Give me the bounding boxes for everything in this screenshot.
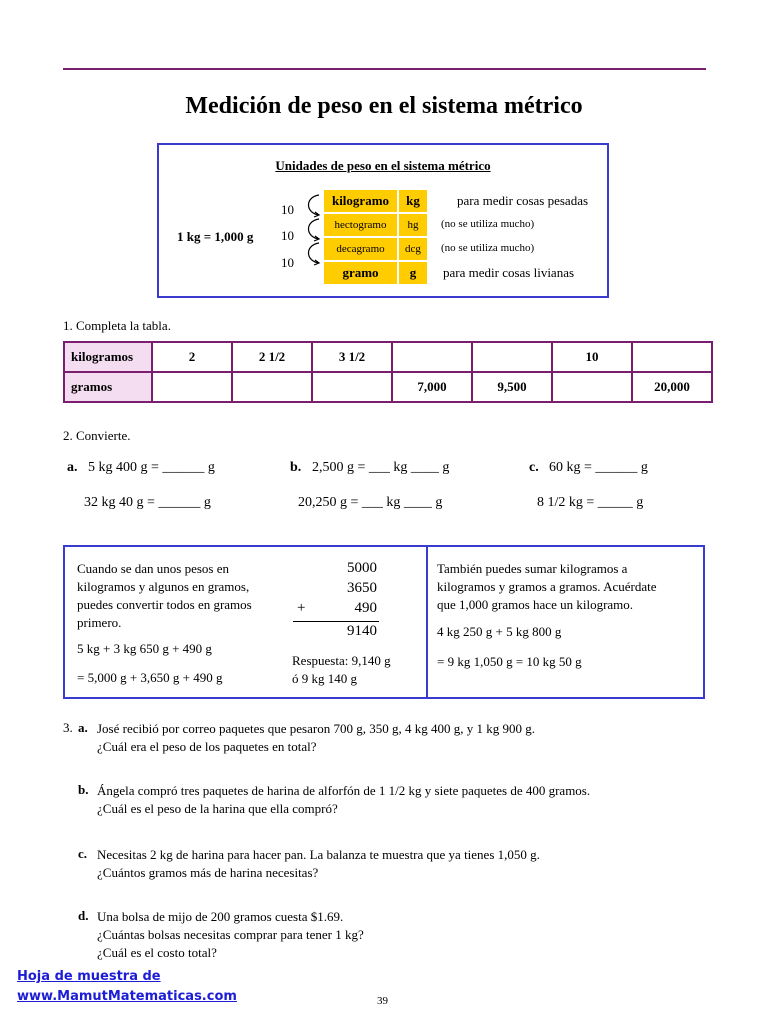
text-line: Necesitas 2 kg de harina para hacer pan. La balanza te muestra que ya tienes 1,050 g.	[97, 847, 540, 862]
q2-a2: 32 kg 40 g = ______ g	[84, 495, 211, 510]
example-divider	[426, 547, 428, 697]
text-line: Ángela compró tres paquetes de harina de alforfón de 1 1/2 kg y siete paquetes de 400 gramos.	[97, 783, 591, 798]
text-line: Cuando se dan unos pesos en	[77, 561, 230, 576]
table-cell[interactable]	[232, 372, 312, 402]
text-line: kilogramos y algunos en gramos,	[77, 579, 250, 594]
q2-b2: 20,250 g = ___ kg ____ g	[298, 495, 443, 510]
table-cell[interactable]	[472, 342, 552, 372]
unit-name-hectogramo: hectogramo	[324, 214, 397, 236]
q3-a-text	[97, 720, 535, 756]
footer-link-line2[interactable]: www.MamutMatematicas.com	[17, 989, 237, 1004]
unit-note: (no se utiliza mucho)	[441, 218, 535, 230]
text-line: primero.	[77, 615, 122, 630]
q2-a1: 5 kg 400 g = ______ g	[88, 460, 215, 475]
table-cell[interactable]: 9,500	[472, 372, 552, 402]
table-row	[64, 342, 712, 372]
example-left-text	[77, 560, 252, 632]
unit-abbr-hg: hg	[399, 214, 427, 236]
q3-c-label: c.	[78, 846, 88, 861]
sum-line: 3650	[347, 580, 377, 596]
table-cell[interactable]: 2 1/2	[232, 342, 312, 372]
unit-note: para medir cosas livianas	[443, 265, 575, 280]
conversion-table	[63, 341, 713, 403]
page-number: 39	[377, 995, 388, 1007]
text-line: que 1,000 gramos hace un kilogramo.	[437, 597, 634, 612]
sum-rule	[293, 621, 379, 622]
answer-line2: ó 9 kg 140 g	[292, 671, 357, 686]
q2-c2: 8 1/2 kg = _____ g	[537, 495, 644, 510]
factor-label: 10	[281, 202, 294, 217]
page-title: Medición de peso en el sistema métrico	[185, 93, 583, 119]
example-box	[63, 545, 705, 699]
unit-note: (no se utiliza mucho)	[441, 242, 535, 254]
table-cell[interactable]	[152, 372, 232, 402]
units-heading: Unidades de peso en el sistema métrico	[275, 158, 491, 173]
example-right-text	[437, 560, 657, 614]
brace-arrows	[297, 191, 325, 275]
table-cell[interactable]: 3 1/2	[312, 342, 392, 372]
table-cell[interactable]	[632, 342, 712, 372]
unit-note: para medir cosas pesadas	[457, 193, 589, 208]
answer-line1: Respuesta: 9,140 g	[292, 653, 391, 668]
text-line: kilogramos y gramos a gramos. Acuérdate	[437, 579, 657, 594]
sum-plus: +	[297, 600, 306, 616]
example-right-eq2: = 9 kg 1,050 g = 10 kg 50 g	[437, 654, 582, 669]
table-cell[interactable]: 2	[152, 342, 232, 372]
q3-number: 3.	[63, 720, 73, 735]
example-left-eq2: = 5,000 g + 3,650 g + 490 g	[77, 670, 223, 685]
q3-d-text	[97, 908, 364, 962]
sum-total: 9140	[347, 623, 377, 639]
q3-d-label: d.	[78, 908, 89, 923]
unit-name-decagramo: decagramo	[324, 238, 397, 260]
text-line: puedes convertir todos en gramos	[77, 597, 252, 612]
unit-name-gramo: gramo	[324, 262, 397, 284]
table-cell[interactable]: 20,000	[632, 372, 712, 402]
text-line: ¿Cuál es el peso de la harina que ella compró?	[97, 801, 338, 816]
sum-line: 5000	[347, 560, 377, 576]
unit-abbr-kg: kg	[399, 190, 427, 212]
q2-b-label: b.	[290, 460, 302, 475]
q2-label: 2. Convierte.	[63, 428, 131, 443]
example-right-eq1: 4 kg 250 g + 5 kg 800 g	[437, 624, 562, 639]
unit-abbr-dcg: dcg	[399, 238, 427, 260]
q3-a-label: a.	[78, 720, 88, 735]
table-row	[64, 372, 712, 402]
table-cell[interactable]	[392, 342, 472, 372]
example-left-eq1: 5 kg + 3 kg 650 g + 490 g	[77, 641, 212, 656]
text-line: Una bolsa de mijo de 200 gramos cuesta $1.69.	[97, 909, 344, 924]
q3-b-label: b.	[78, 782, 89, 797]
text-line: También puedes sumar kilogramos a	[437, 561, 628, 576]
q2-a-label: a.	[67, 460, 78, 475]
unit-name-kilogramo: kilogramo	[324, 190, 397, 212]
factor-label: 10	[281, 255, 294, 270]
text-line: ¿Cuántos gramos más de harina necesitas?	[97, 865, 319, 880]
row-header-g: gramos	[64, 372, 152, 402]
table-cell[interactable]: 10	[552, 342, 632, 372]
q2-c1: 60 kg = ______ g	[549, 460, 648, 475]
text-line: ¿Cuál es el costo total?	[97, 945, 217, 960]
units-box	[157, 143, 609, 298]
top-rule	[63, 68, 706, 70]
units-equivalence: 1 kg = 1,000 g	[177, 229, 254, 244]
table-cell[interactable]	[552, 372, 632, 402]
footer-link-line1[interactable]: Hoja de muestra de	[17, 969, 161, 984]
text-line: José recibió por correo paquetes que pesaron 700 g, 350 g, 4 kg 400 g, y 1 kg 900 g.	[97, 721, 535, 736]
q3-b-text	[97, 782, 590, 818]
q2-b1: 2,500 g = ___ kg ____ g	[312, 460, 450, 475]
text-line: ¿Cuántas bolsas necesitas comprar para tener 1 kg?	[97, 927, 364, 942]
row-header-kg: kilogramos	[64, 342, 152, 372]
factor-label: 10	[281, 228, 294, 243]
unit-abbr-g: g	[399, 262, 427, 284]
table-cell[interactable]: 7,000	[392, 372, 472, 402]
q1-label: 1. Completa la tabla.	[63, 318, 171, 333]
text-line: ¿Cuál era el peso de los paquetes en total?	[97, 739, 317, 754]
q2-c-label: c.	[529, 460, 539, 475]
q3-c-text	[97, 846, 540, 882]
sum-line: 490	[354, 600, 377, 616]
table-cell[interactable]	[312, 372, 392, 402]
